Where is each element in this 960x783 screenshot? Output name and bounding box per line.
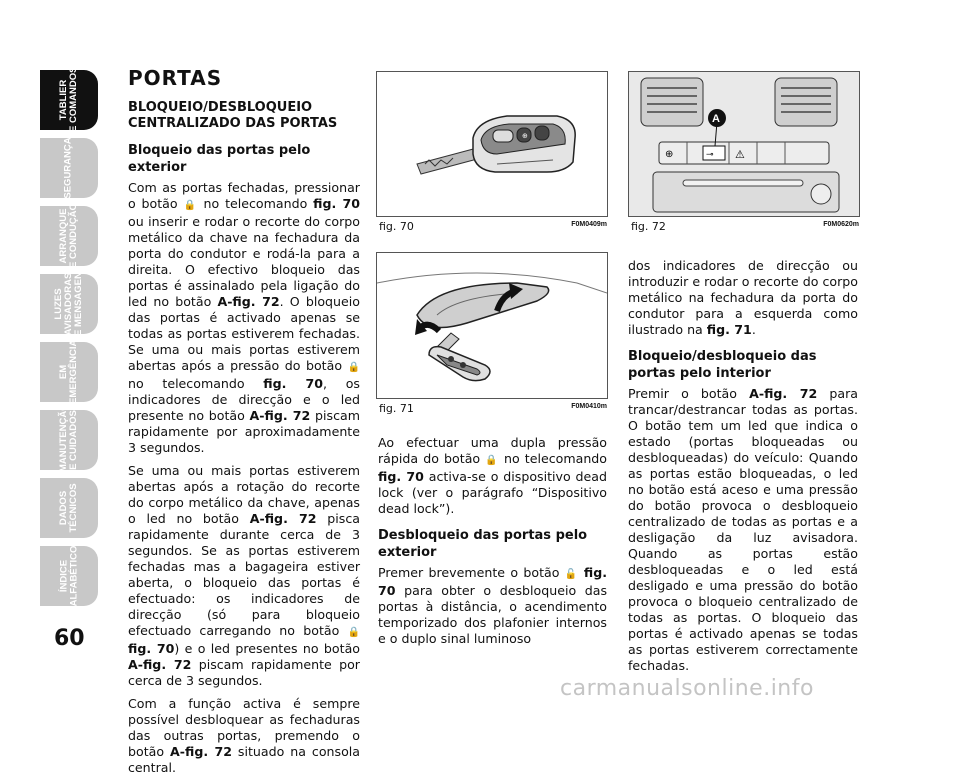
tab-arranque-e-conducao[interactable]: [40, 203, 98, 268]
paragraph: Premir o botão A-fig. 72 para trancar/destrancar todas as portas. O botão tem um led que indica o estado (portas bloqueadas ou desbloqueadas) do veículo: Quando as portas estão bloqueadas, o led no botão está aceso e uma pressão do botão provoca o desbloqueio centralizado de todas as portas e a desligação da luz avisadora. Quando as portas estão desbloqueadas e o led está desligado e uma pressão do botão provoca o bloqueio centralizado de todas as portas. O bloqueio das portas é activado apenas se todas as portas estiverem correctamente fechadas.: [628, 386, 858, 673]
tab-luzes-avisadoras[interactable]: [40, 265, 98, 336]
figure-72-central-console: [628, 71, 860, 233]
tab-tablier-e-comandos[interactable]: [40, 66, 98, 132]
tab-manutencao-e-cuidados[interactable]: [40, 403, 98, 472]
tab-label: DADOS TÉCNICOS: [58, 483, 79, 533]
svg-text:⊕: ⊕: [665, 149, 674, 160]
key-fob-illustration: [377, 72, 607, 216]
watermark: carmanualsonline.info: [560, 676, 814, 701]
figure-70-key-fob: [376, 71, 608, 233]
figure-caption: fig. 71: [379, 402, 414, 415]
text-column-1: [128, 66, 360, 783]
lock-icon: 🔒: [183, 200, 198, 211]
marker-a: A: [712, 113, 720, 125]
paragraph: Se uma ou mais portas estiverem abertas após a rotação do recorte do corpo metálico da chave, apenas o led no botão A-fig. 72 pisca rapidamente durante cerca de 3 segundos. Se as portas estiverem fechadas mas a bagageira estiver aberta, o bloqueio das portas é efectuado: os indicadores de direcção (só para bloqueio efectuado carregando no botão 🔒 fig. 70) e o led presentes no botão A-fig. 72 piscam rapidamente por cerca de 3 segundos.: [128, 463, 360, 688]
lock-icon: 🔒: [347, 362, 360, 373]
tab-label: MANUTENÇÃO E CUIDADOS: [58, 403, 79, 472]
svg-text:⊸: ⊸: [706, 150, 714, 160]
tab-label: TABLIER E COMANDOS: [58, 66, 79, 132]
unlock-icon: 🔓: [564, 569, 579, 580]
svg-text:⊕: ⊕: [522, 132, 528, 140]
tab-dados-tecnicos[interactable]: [40, 478, 98, 538]
lock-icon: 🔒: [485, 455, 499, 466]
paragraph: dos indicadores de direcção ou introduzir e rodar o recorte do corpo metálico na fechadura da porta do condutor para a esquerda como ilustrado na fig. 71.: [628, 258, 858, 337]
svg-text:⚠: ⚠: [735, 148, 745, 161]
paragraph: Com as portas fechadas, pressionar o botão 🔒 no telecomando fig. 70 ou inserir e rodar o recorte do corpo metálico da chave na fechadura da porta do condutor e rodá-la para a direita. O efectivo bloqueio das portas é assinalado pela ligação do led no botão A-fig. 72. O bloqueio das portas é activado apenas se todas as portas estiverem fechadas. Se uma ou mais portas estiverem abertas após a pressão do botão 🔒 no telecomando fig. 70, os indicadores de direcção e o led presente no botão A-fig. 72 piscam rapidamente por aproximadamente 3 segundos.: [128, 180, 360, 455]
subsection-heading-exterior-unlock: Desbloqueio das portas pelo exterior: [378, 528, 588, 560]
subsection-heading-exterior-lock: Bloqueio das portas pelo exterior: [128, 143, 311, 175]
paragraph: Premer brevemente o botão 🔓 fig. 70 para obter o desbloqueio das portas à distância, o acendimento temporizado dos plafonier internos e o duplo sinal luminoso: [378, 565, 607, 646]
text-column-3: [628, 258, 858, 681]
paragraph: Ao efectuar uma dupla pressão rápida do botão 🔒 no telecomando fig. 70 activa-se o dispositivo dead lock (ver o parágrafo “Dispositivo dead lock”).: [378, 435, 608, 516]
section-index-tabs: [40, 66, 98, 620]
lock-icon: 🔒: [347, 627, 360, 638]
page-number: 60: [54, 626, 85, 651]
figure-code: F0M0410m: [571, 403, 607, 410]
tab-label: ARRANQUE E CONDUÇÃO: [58, 203, 79, 268]
subsection-heading-interior: Bloqueio/desbloqueio das portas pelo interior: [628, 349, 817, 381]
tab-em-emergencia[interactable]: [40, 339, 98, 404]
page-title: PORTAS: [128, 66, 223, 90]
tab-label: ÍNDICE ALFABÉTICO: [58, 545, 80, 607]
figure-caption: fig. 72: [631, 220, 666, 233]
door-lock-illustration: [377, 253, 607, 398]
paragraph: Com a função activa é sempre possível desbloquear as fechaduras das outras portas, premendo o botão A-fig. 72 situado na consola central.: [128, 696, 360, 775]
figure-71-door-lock: [376, 252, 608, 415]
text-column-2: [378, 435, 607, 654]
section-heading: BLOQUEIO/DESBLOQUEIO CENTRALIZADO DAS PORTAS: [128, 100, 338, 131]
figure-code: F0M0409m: [571, 221, 607, 228]
tab-seguranca[interactable]: [40, 138, 98, 198]
figure-caption: fig. 70: [379, 220, 414, 233]
tab-label: SEGURANÇA: [63, 137, 75, 199]
tab-label: LUZES AVISADORAS E MENSAGENS: [53, 265, 84, 336]
tab-indice-alfabetico[interactable]: [40, 546, 98, 606]
console-illustration: [629, 72, 859, 216]
figure-code: F0M0620m: [823, 221, 859, 228]
tab-label: EM EMERGÊNCIA: [58, 339, 79, 404]
